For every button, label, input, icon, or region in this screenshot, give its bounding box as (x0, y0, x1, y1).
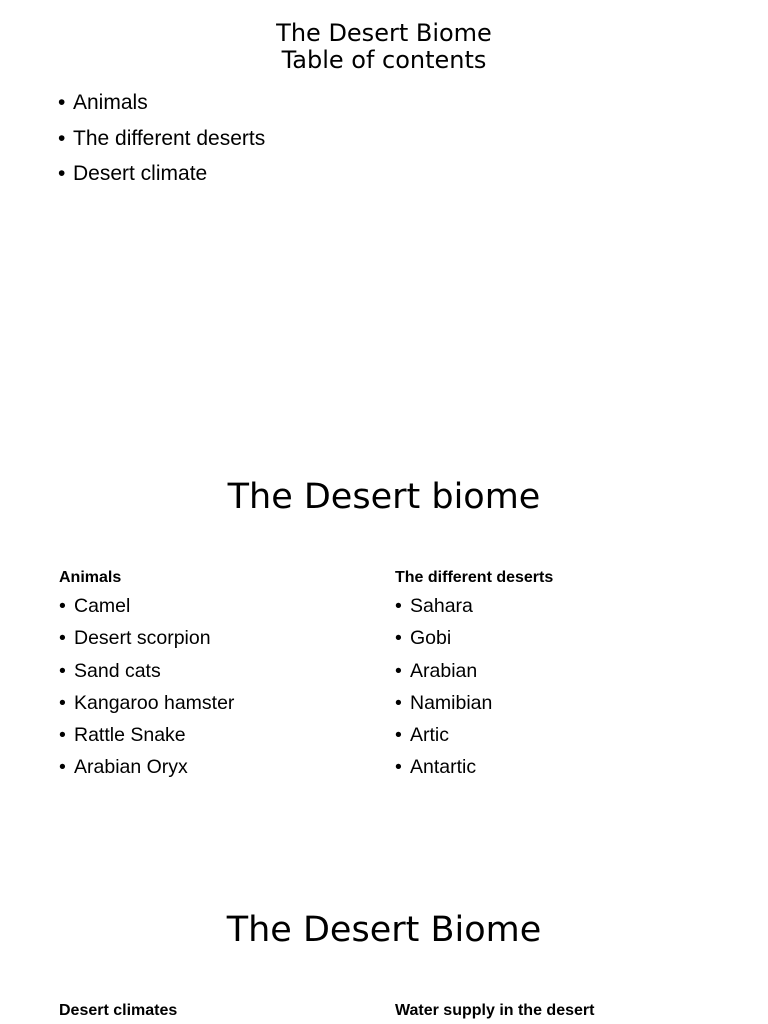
slide-table-of-contents (0, 0, 768, 240)
bullet-icon: • (395, 595, 402, 617)
list-item (59, 690, 234, 722)
deserts-list (395, 593, 492, 787)
list-item-label: Sand cats (74, 659, 161, 682)
bullet-icon: • (395, 627, 402, 650)
list-item (59, 593, 234, 625)
bullet-icon: • (58, 91, 66, 114)
slide-title (0, 20, 768, 74)
toc-list (58, 90, 265, 197)
slide-title: The Desert Biome (226, 910, 542, 950)
list-item-label: Camel (74, 595, 131, 617)
slide-title: The Desert biome (227, 477, 541, 517)
deserts-heading: The different deserts (395, 569, 554, 586)
title-line-1: The Desert Biome (276, 19, 492, 47)
bullet-icon: • (59, 627, 66, 650)
list-item-label: Artic (410, 724, 449, 747)
list-item (395, 690, 492, 722)
list-item-label: Kangaroo hamster (74, 691, 235, 714)
bullet-icon: • (395, 659, 402, 682)
bullet-icon: • (59, 595, 66, 617)
list-item-label: Arabian (410, 659, 478, 682)
list-item (59, 658, 234, 690)
water-supply-heading: Water supply in the desert (395, 1002, 595, 1019)
list-item-label: Gobi (410, 627, 452, 650)
animals-list (59, 593, 234, 787)
list-item-label: Desert scorpion (74, 627, 211, 650)
toc-item (58, 90, 265, 126)
list-item (395, 658, 492, 690)
list-item (395, 625, 492, 657)
bullet-icon: • (58, 162, 66, 185)
list-item-label: Sahara (410, 595, 473, 617)
bullet-icon: • (59, 756, 66, 779)
toc-item (58, 126, 265, 162)
bullet-icon: • (59, 724, 66, 747)
toc-item-label: Desert climate (73, 162, 208, 185)
list-item-label: Rattle Snake (74, 724, 186, 747)
list-item-label: Antartic (410, 756, 477, 779)
list-item (59, 625, 234, 657)
toc-item-label: Animals (73, 91, 148, 114)
bullet-icon: • (59, 659, 66, 682)
list-item (59, 754, 234, 786)
climates-heading: Desert climates (59, 1002, 178, 1019)
list-item-label: Namibian (410, 691, 493, 714)
bullet-icon: • (58, 126, 66, 150)
list-item (395, 593, 492, 625)
title-line-2: Table of contents (281, 46, 487, 74)
bullet-icon: • (59, 691, 66, 714)
list-item (395, 722, 492, 754)
list-item (59, 722, 234, 754)
animals-heading: Animals (59, 569, 122, 586)
bullet-icon: • (395, 724, 402, 747)
bullet-icon: • (395, 691, 402, 714)
bullet-icon: • (395, 756, 402, 779)
list-item (395, 754, 492, 786)
toc-item (58, 161, 265, 197)
toc-item-label: The different deserts (73, 126, 266, 150)
list-item-label: Arabian Oryx (74, 756, 188, 779)
